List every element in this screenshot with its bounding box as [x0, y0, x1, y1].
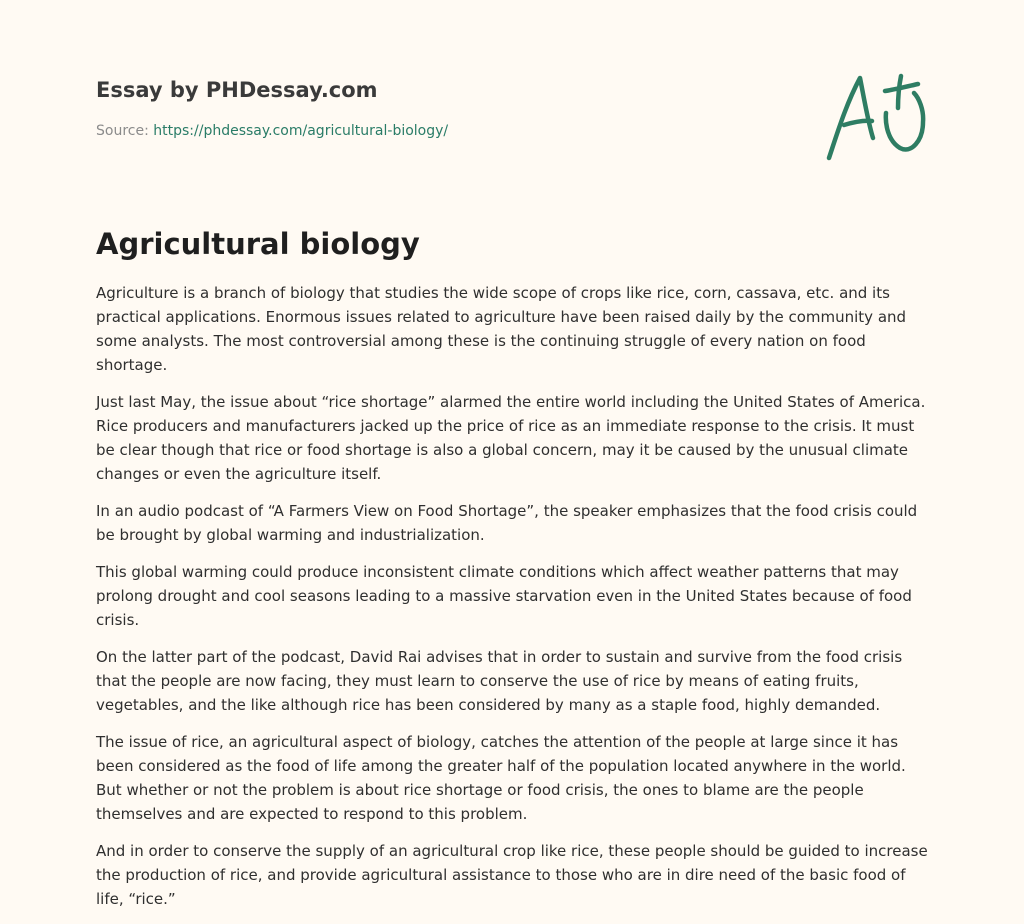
essay-paragraph: The issue of rice, an agricultural aspect of biology, catches the attention of the people at large since it has been considered as the food of life among the greater half of the population located anywhere in the world. But whether or not the problem is about rice shortage or food crisis, the ones to blame are the people themselves and are expected to respond to this problem.	[96, 733, 906, 823]
source-link[interactable]: https://phdessay.com/agricultural-biology/	[153, 123, 449, 139]
header	[96, 76, 656, 141]
essay-title: Agricultural biology	[96, 227, 420, 261]
essay-paragraph: Agriculture is a branch of biology that studies the wide scope of crops like rice, corn, cassava, etc. and its practical applications. Enormous issues related to agriculture have been raised daily by the community and some analysts. The most controversial among these is the continuing struggle of every nation on food shortage.	[96, 284, 907, 374]
essay-paragraph: This global warming could produce inconsistent climate conditions which affect weather patterns that may prolong drought and cool seasons leading to a massive starvation even in the United States because of food crisis.	[96, 563, 912, 629]
essay-paragraph: On the latter part of the podcast, David Rai advises that in order to sustain and survive from the food crisis that the people are now facing, they must learn to conserve the use of rice by means of eating fruits, vegetables, and the like although rice has been considered by many as a staple food, highly demanded.	[96, 648, 903, 714]
source-label: Source:	[96, 123, 149, 139]
essay-paragraph: In an audio podcast of “A Farmers View on Food Shortage”, the speaker emphasizes that the food crisis could be brought by global warming and industrialization.	[96, 502, 918, 544]
site-title: Essay by PHDessay.com	[96, 78, 378, 102]
a-plus-logo-icon	[824, 70, 928, 164]
essay-content	[96, 224, 930, 924]
essay-paragraph: And in order to conserve the supply of an agricultural crop like rice, these people should be guided to increase the production of rice, and provide agricultural assistance to those who are in dire need of the basic food of life, “rice.”	[96, 842, 928, 908]
source-line	[96, 121, 656, 141]
essay-paragraph: Just last May, the issue about “rice shortage” alarmed the entire world including the United States of America. Rice producers and manufacturers jacked up the price of rice as an immediate response to the crisis. It must be clear though that rice or food shortage is also a global concern, may it be caused by the unusual climate changes or even the agriculture itself.	[96, 393, 926, 483]
